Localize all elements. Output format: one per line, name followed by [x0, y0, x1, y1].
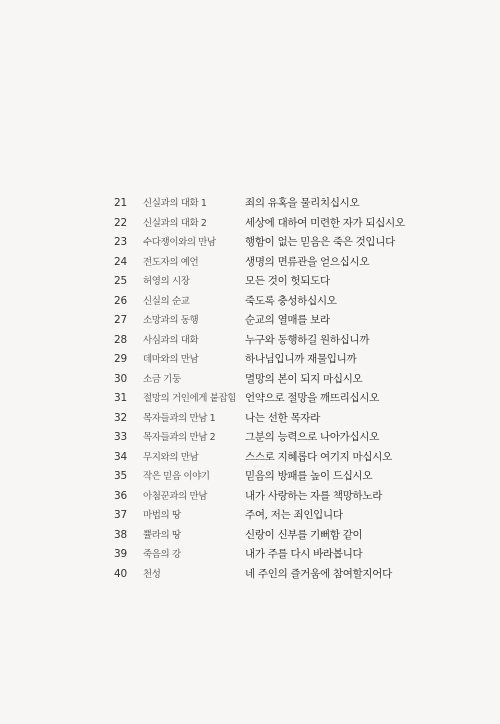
chapter-title: 무지와의 만남 [143, 451, 199, 463]
chapter-number: 23 [114, 236, 127, 248]
chapter-subtitle: 그분의 능력으로 나아가십시오 [245, 431, 380, 443]
chapter-subtitle: 내가 사랑하는 자를 책망하노라 [245, 489, 383, 502]
chapter-number: 34 [114, 450, 127, 463]
chapter-number: 40 [114, 567, 127, 580]
toc-row[interactable] [0, 272, 500, 292]
chapter-title: 전도자의 예언 [143, 256, 199, 268]
chapter-number: 39 [114, 548, 127, 560]
chapter-subtitle: 스스로 지혜롭다 여기지 마십시오 [245, 450, 392, 463]
toc-row[interactable] [0, 448, 500, 468]
toc-row[interactable] [0, 214, 500, 234]
chapter-number: 25 [114, 275, 127, 287]
toc-row[interactable] [0, 233, 500, 253]
chapter-subtitle: 나는 선한 목자라 [245, 411, 320, 424]
chapter-title: 신실의 순교 [143, 295, 190, 307]
chapter-number: 26 [114, 294, 127, 307]
chapter-title: 절망의 거인에게 붙잡힘 [143, 393, 237, 404]
chapter-number: 30 [114, 372, 127, 385]
toc-row[interactable] [0, 389, 500, 409]
chapter-number: 21 [114, 197, 127, 209]
chapter-number: 24 [114, 255, 127, 268]
chapter-title: 아첨꾼과의 만남 [143, 490, 208, 502]
chapter-number: 37 [114, 509, 127, 521]
chapter-title: 수다쟁이와의 만남 [143, 237, 216, 248]
toc-row[interactable] [0, 526, 500, 546]
chapter-number: 22 [114, 216, 127, 229]
toc-row[interactable] [0, 370, 500, 390]
chapter-subtitle: 네 주인의 즐거움에 참여할지어다 [245, 567, 392, 580]
chapter-number: 28 [114, 333, 127, 346]
chapter-subtitle: 죽도록 충성하십시오 [245, 294, 337, 307]
chapter-title: 사심과의 대화 [143, 334, 199, 346]
chapter-number: 32 [114, 411, 127, 424]
chapter-number: 33 [114, 431, 127, 443]
chapter-number: 35 [114, 470, 127, 482]
toc-row[interactable] [0, 409, 500, 429]
toc-row[interactable] [0, 506, 500, 526]
chapter-subtitle: 세상에 대하여 미련한 자가 되십시오 [245, 216, 405, 229]
chapter-title: 쁄라의 땅 [143, 529, 181, 541]
chapter-number: 36 [114, 489, 127, 502]
chapter-subtitle: 주여, 저는 죄인입니다 [245, 509, 343, 521]
chapter-subtitle: 언약으로 절망을 깨뜨리십시오 [245, 392, 380, 404]
chapter-title: 허영의 시장 [143, 276, 190, 287]
chapter-subtitle: 하나님입니까 재물입니까 [245, 353, 357, 365]
toc-row[interactable] [0, 253, 500, 273]
chapter-title: 신실과의 대화 1 [143, 198, 207, 209]
chapter-subtitle: 생명의 면류관을 얻으십시오 [245, 255, 370, 268]
chapter-title: 목자들과의 만남 2 [143, 432, 216, 443]
chapter-title: 천성 [143, 568, 161, 580]
chapter-title: 데마와의 만남 [143, 354, 199, 365]
table-of-contents [0, 194, 500, 584]
chapter-number: 29 [114, 353, 127, 365]
chapter-number: 31 [114, 392, 127, 404]
chapter-subtitle: 누구와 동행하길 원하십니까 [245, 333, 370, 346]
toc-row[interactable] [0, 545, 500, 565]
chapter-title: 소망과의 동행 [143, 315, 199, 326]
chapter-subtitle: 순교의 열매를 보라 [245, 314, 330, 326]
toc-row[interactable] [0, 487, 500, 507]
toc-row[interactable] [0, 194, 500, 214]
chapter-title: 목자들과의 만남 1 [143, 412, 216, 424]
chapter-title: 죽음의 강 [143, 549, 181, 560]
chapter-title: 마법의 땅 [143, 510, 181, 521]
toc-row[interactable] [0, 350, 500, 370]
toc-row[interactable] [0, 467, 500, 487]
toc-row[interactable] [0, 331, 500, 351]
chapter-title: 작은 믿음 이야기 [143, 471, 210, 482]
chapter-subtitle: 모든 것이 헛되도다 [245, 275, 330, 287]
chapter-title: 신실과의 대화 2 [143, 217, 207, 229]
chapter-title: 소금 기둥 [143, 373, 181, 385]
toc-row[interactable] [0, 292, 500, 312]
chapter-subtitle: 믿음의 방패를 높이 드십시오 [245, 470, 373, 482]
chapter-number: 27 [114, 314, 127, 326]
chapter-subtitle: 죄의 유혹을 물리치십시오 [245, 197, 360, 209]
chapter-subtitle: 신랑이 신부를 기뻐함 같이 [245, 528, 363, 541]
chapter-subtitle: 내가 주를 다시 바라봅니다 [245, 548, 363, 560]
chapter-subtitle: 멸망의 본이 되지 마십시오 [245, 372, 363, 385]
toc-row[interactable] [0, 311, 500, 331]
toc-row[interactable] [0, 428, 500, 448]
toc-row[interactable] [0, 565, 500, 585]
chapter-number: 38 [114, 528, 127, 541]
chapter-subtitle: 행함이 없는 믿음은 죽은 것입니다 [245, 236, 395, 248]
